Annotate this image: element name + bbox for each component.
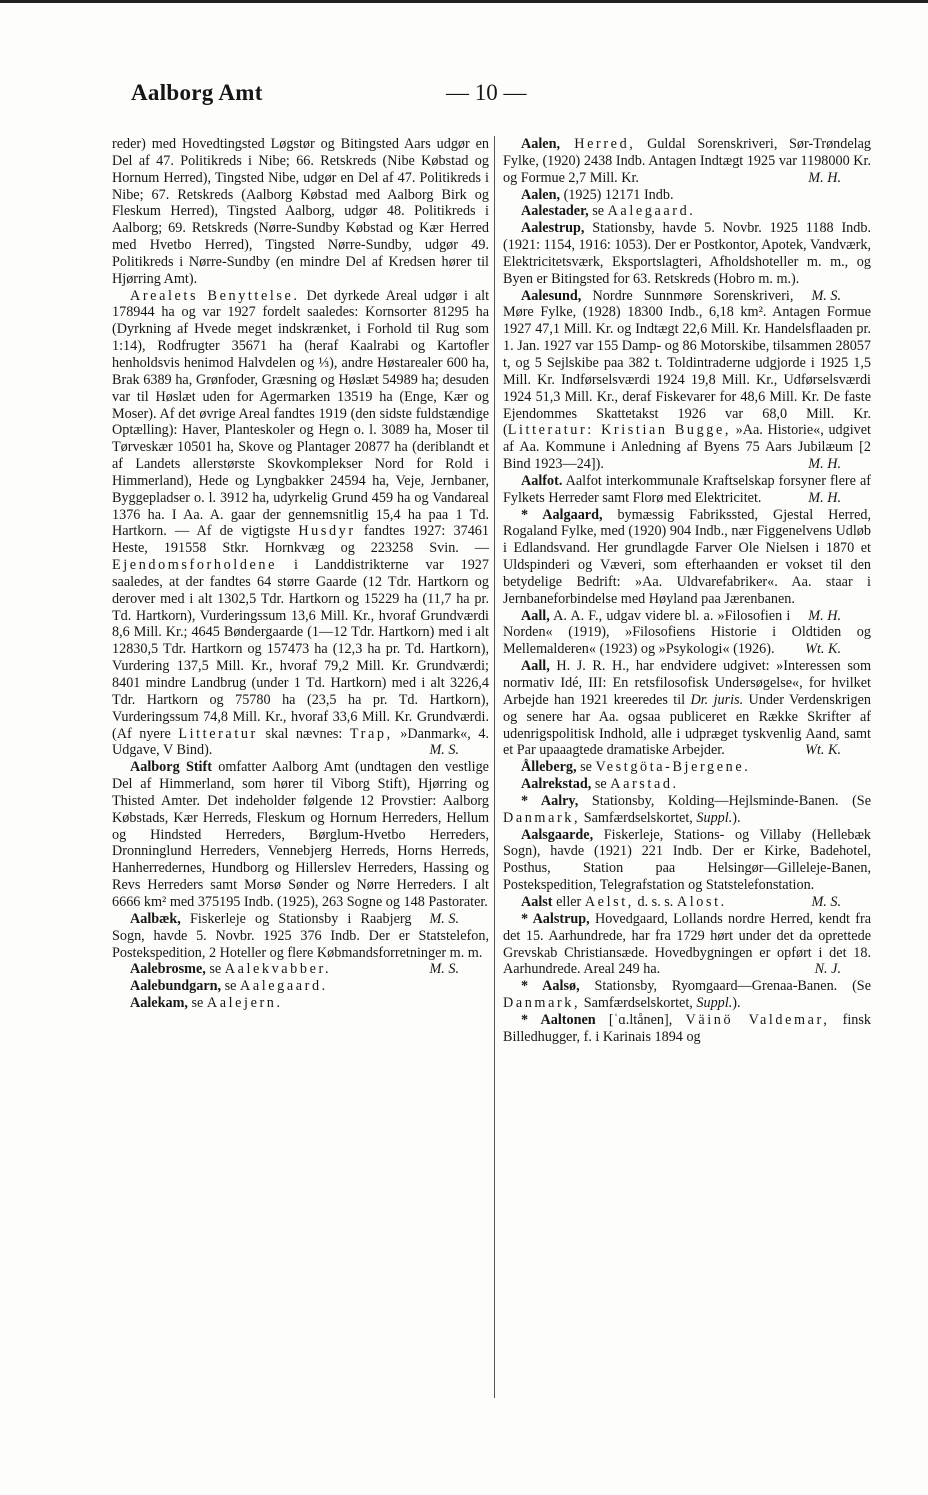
headword: Ålleberg, xyxy=(521,759,577,776)
spaced-term: Husdyr xyxy=(298,523,356,540)
author-signature: M. H. xyxy=(808,607,841,624)
entry-aalebundgarn xyxy=(112,978,489,995)
italic-term: Suppl. xyxy=(696,995,733,1012)
headword: Aalestader, xyxy=(521,203,589,220)
entry-body: Fiskerleje og Stationsby i Raabjerg Sogn, havde 5. Novbr. 1925 376 Indb. Der er Statstelefon, Postekspedition, 2 Hoteller og flere Købmandsforretninger m. m. xyxy=(112,910,489,961)
left-column xyxy=(112,136,489,1012)
entry-body: Nordre Sunnmøre Sorenskriveri, Møre Fylke, (1928) 18300 Indb., 6,18 km². Antagen Formue 1927 47,1 Mill. Kr. og Indtægt 22,6 Mill. Kr. Handelsflaaden pr. 1. Jan. 1927 var 155 Damp- og 86 Motorskibe, tilsammen 28057 t, og 5 Sejlskibe paa 382 t. Toldintraderne udgjorde i 1925 1,5 Mill. Kr. Indførselsværdi 1924 19,8 Mill. Kr., Udførselsværdi 1924 51,3 Mill. Kr., deraf Fiskevarer for 48,6 Mill. Kr. De faste Ejendommes Skattetakst 1926 var 68,0 Mill. Kr. ( xyxy=(503,287,871,439)
headword: Aalekam, xyxy=(130,995,188,1012)
spaced-term: Litteratur xyxy=(178,725,258,742)
headword: * Aalry, xyxy=(521,792,579,809)
see-label: se xyxy=(205,961,225,978)
spaced-term: Väinö Valdemar, xyxy=(685,1011,830,1028)
entry-body: H. J. R. H., har endvidere udgivet: »Interessen som normativ Idé, III: En retsfilosofisk Undersøgelse«, for hvilket Arbejde han 1921 kreeredes til xyxy=(503,658,871,708)
entry-aalestader xyxy=(503,203,871,220)
cross-reference: Aalegaard. xyxy=(607,203,696,220)
right-column xyxy=(503,136,871,1046)
headword: Aalestrup, xyxy=(521,220,585,237)
entry-aalfot xyxy=(503,473,871,507)
italic-term: Suppl. xyxy=(696,809,733,826)
pronunciation: [ˈɑ.ltånen], xyxy=(595,1011,686,1028)
headword: * Aalstrup, xyxy=(521,910,590,927)
cross-reference: Danmark, xyxy=(503,809,581,826)
spaced-term: Trap, xyxy=(349,725,393,742)
see-label: se xyxy=(591,776,611,793)
author-signature: M. S. xyxy=(811,893,841,910)
author-signature: Wt. K. xyxy=(805,641,841,658)
see-label: se xyxy=(221,978,240,995)
entry-body: finsk Billedhugger, f. i Karinais 1894 og xyxy=(503,1011,871,1045)
headword: Aalst xyxy=(521,893,553,910)
entry-aall-hjrh xyxy=(503,658,871,759)
entry-body: Under Verdenskrigen og senere har Aa. ogsaa publiceret en Række Skrifter af udenrigspolitisk Indhold, alle i udpræget tyskvenlig Aand, samt et Par upaaagtede dramatiske Arbejder. xyxy=(503,691,871,759)
column-divider xyxy=(494,136,495,1398)
see-label: se xyxy=(588,203,608,220)
headword: Aalfot. xyxy=(521,472,563,489)
entry-body: Stationsby, Ryomgaard—Grenaa-Banen. (Se xyxy=(579,978,871,995)
entry-body: (1925) 12171 Indb. xyxy=(560,186,674,203)
headword: Aalsgaarde, xyxy=(521,826,594,843)
entry-aalstrup xyxy=(503,911,871,978)
text-run: skal nævnes: xyxy=(257,725,350,742)
spaced-term: Ejendomsforholdene xyxy=(112,557,277,574)
entry-body: Hovedgaard, Lollands nordre Herred, kendt fra det 15. Aarhundrede, har fra 1729 hørt under det da oprettede Grevskab Christiansæde. Hovedbygningen er opført i det 18. Aarhundrede. Areal 249 ha. xyxy=(503,910,871,978)
entry-body: Samfærdselskortet, xyxy=(580,995,697,1012)
page-header xyxy=(0,80,928,112)
entry-alleberg xyxy=(503,759,871,776)
text-run: Det dyrkede Areal udgør i alt 178944 ha og var 1927 fordelt saaledes: Kornsorter 81295 ha (Dyrkning af Hvede meget indskrænket, i Forhold til Rug som 1:14), Rodfrugter 35671 ha (heraf Kaalrabi og Kartofler henholdsvis henimod Halvdelen og ⅓), andre Høstarealer 600 ha, Brak 6389 ha, Grønfoder, Græsning og Høslæt 54989 ha; desuden var til Høslæt uden for Agermarken 13519 ha (Enge, Kær og Moser). Af det øvrige Areal fandtes 1919 (den sidste fuldstændige Optælling): Haver, Planteskoler og Hegn o. l. 3089 ha, Moser til Tørveskær 10501 ha, Skove og Plantager 20877 ha (deriblandt et af Landets allerstørste Skovkomplekser Nord for Rold i Himmerland), Hede og Lyngbakker 24594 ha, Veje, Jernbaner, Byggepladser o. l. 3912 ha, udyrkelig Grund 459 ha og Vandareal 1376 ha. I Aa. A. gaar der gennemsnitlig 15,4 ha paa 1 Td. Hartkorn. — Af de vigtigste xyxy=(112,287,490,540)
cross-reference: Alost. xyxy=(676,893,727,910)
cross-reference: Aelst, xyxy=(584,893,634,910)
entry-aalen-town xyxy=(503,187,871,204)
cross-reference: Vestgöta-Bjergene. xyxy=(595,759,751,776)
cross-reference: Aalekvabber. xyxy=(224,961,332,978)
entry-aalso xyxy=(503,978,871,1012)
cross-reference: Aalejern. xyxy=(206,995,283,1012)
headword: Aalborg Stift xyxy=(130,759,212,776)
text-run: »Danmark«, 4. Udgave, V Bind). xyxy=(112,725,490,759)
entry-body: Fiskerleje, Stations- og Villaby (Hellebæk Sogn), havde (1921) 221 Indb. Der er Kirke, Badehotel, Posthus, Station paa Helsingør—Gilleleje-Banen, Postekspedition, Telegrafstation og Statstelefonstation. xyxy=(503,826,871,894)
headword: Aalesund, xyxy=(521,287,582,304)
entry-body: ). xyxy=(732,809,741,826)
text-run: i Landdistrikterne var 1927 saaledes, at der fandtes 64 større Gaarde (12 Tdr. Hartkorn og derover med i alt 1302,5 Tdr. Hartkorn og 15229 ha (11,7 ha pr. Td. Hartkorn), Vurderingssum 13,6 Mill. Kr., hvoraf Grundværdi 8,6 Mill. Kr.; 4645 Bøndergaarde (1—12 Tdr. Hartkorn) med i alt 12830,5 Tdr. Hartkorn og 157473 ha (12,3 ha pr. Td. Hartkorn), Vurdering 137,5 Mill. Kr., hvoraf 79,2 Mill. Kr. Grundværdi; 8401 mindre Landbrug (under 1 Td. Hartkorn) med i alt 3226,4 Tdr. Hartkorn og 75780 ha (23,5 ha pr. Td. Hartkorn), Vurderingssum 74,8 Mill. Kr., hvoraf 33,6 Mill. Kr. Grundværdi. (Af nyere xyxy=(112,557,489,742)
entry-body: omfatter Aalborg Amt (undtagen den vestlige Del af Himmerland, som hører til Viborg Stift), Hjørring og Thisted Amter. Det indeholder følgende 12 Provstier: Aalborg Købstads, Kær Herreds, Fleskum og Hornum Herreders, Hellum og Hindsted Herreders, Børglum-Hvetbo Herreders, Dronninglund Herreders, Vennebjerg Herreds, Horns Herreds, Hanherredernes, Hundborg og Hillerslev Herreders, Hassing og Revs Herreders samt Morsø Sønder og Nørre Herreders. I alt 6666 km² med 375195 Indb. (1925), 263 Sogne og 148 Pastorater. xyxy=(112,759,489,910)
entry-body: Stationsby, havde 5. Novbr. 1925 1188 Indb. (1921: 1154, 1916: 1053). Der er Postkontor, Apotek, Vandværk, Elektricitetsværk, Eksportslagteri, Afholdshoteller m. m., og Byen er Bitingsted for 63. Retskreds (Hobro m. m.). xyxy=(503,220,871,287)
headword: * Aalsø, xyxy=(521,978,580,995)
spaced-term: Litteratur: Kristian Bugge, xyxy=(507,422,732,439)
headword: Aall, xyxy=(521,607,550,624)
spaced-term: Herred, xyxy=(560,136,636,152)
entry-body: A. A. F., udgav videre bl. a. »Filosofien i Norden« (1919), »Filosofiens Historie i Oldtiden og Mellemalderen« (1923) og »Psykologi« (1926). xyxy=(503,607,871,658)
running-title: Aalborg Amt xyxy=(131,80,263,105)
entry-body: d. s. s. xyxy=(633,893,677,910)
author-signature: M. H. xyxy=(808,489,841,506)
author-signature: M. H. xyxy=(808,456,841,473)
entry-aalekam xyxy=(112,995,489,1012)
entry-aalrekstad xyxy=(503,776,871,793)
entry-body: »Aa. Historie«, udgivet af Aa. Kommune i Anledning af Byens 75 Aars Jubilæum [2 Bind 1923—24]). xyxy=(503,422,871,473)
paragraph-arealets-benyttelse xyxy=(112,288,489,760)
page-number: — 10 — xyxy=(446,80,527,105)
headword: Aalrekstad, xyxy=(521,776,592,793)
entry-body: Aalfot interkommunale Kraftselskap forsyner flere af Fylkets Herreder samt Florø med Elektricitet. xyxy=(503,472,871,506)
headword: Aalebrosme, xyxy=(130,961,206,978)
entry-aaltonen xyxy=(503,1012,871,1046)
cross-reference: Aalegaard. xyxy=(239,978,328,995)
author-signature: M. S. xyxy=(811,287,841,304)
top-edge-rule xyxy=(0,0,928,3)
paragraph-retskredse: reder) med Hovedtingsted Løgstør og Bitingsted Aars udgør en Del af 47. Politikreds i Nibe; 66. Retskreds (Nibe Købstad og Hornum Herred), Tingsted Nibe, udgør en Del af 47. Politikreds i Nibe; 67. Retskreds (Aalborg Købstad med Aalborg Birk og Fleskum Herred), Tingsted Aalborg, udgør 48. Politikreds i Aalborg; 69. Retskreds (Nørre-Sundby Købstad og Kær Herred med Hvetbo Herred), Tingsted Nørre-Sundby, udgør 49. Politikreds i Nørre-Sundby (en mindre Del af Kredsen hører til Hjørring Amt). xyxy=(112,136,489,287)
author-signature: M. S. xyxy=(429,742,459,759)
entry-body: Guldal Sorenskriveri, Sør-Trøndelag Fylke, (1920) 2438 Indb. Antagen Indtægt 1925 var 1198000 Kr. og Formue 2,7 Mill. Kr. xyxy=(503,136,871,186)
cross-reference: Danmark, xyxy=(503,995,581,1012)
entry-aalry xyxy=(503,793,871,827)
author-signature: M. S. xyxy=(429,961,459,978)
author-signature: M. H. xyxy=(808,169,841,186)
entry-body: ). xyxy=(732,995,741,1012)
entry-body: Stationsby, Kolding—Hejlsminde-Banen. (Se xyxy=(578,792,871,809)
entry-body: Samfærdselskortet, xyxy=(580,809,697,826)
text-run: fandtes 1927: 37461 Heste, 191558 Stkr. Hornkvæg og 223258 Svin. — xyxy=(112,523,489,557)
headword: Aalen, xyxy=(521,136,561,152)
author-signature: M. S. xyxy=(429,910,459,927)
see-label: se xyxy=(576,759,596,776)
headword: Aalebundgarn, xyxy=(130,978,222,995)
author-signature: N. J. xyxy=(814,961,841,978)
spaced-heading: Arealets Benyttelse. xyxy=(130,287,300,304)
headword: Aalen, xyxy=(521,186,561,203)
headword: Aalbæk, xyxy=(130,910,181,927)
headword: * Aalgaard, xyxy=(521,506,603,523)
author-signature: Wt. K. xyxy=(805,742,841,759)
headword: Aall, xyxy=(521,658,550,675)
entry-body: eller xyxy=(552,893,585,910)
headword: * Aaltonen xyxy=(521,1011,596,1028)
see-label: se xyxy=(187,995,207,1012)
entry-body: bymæssig Fabrikssted, Gjestal Herred, Rogaland Fylke, med (1920) 904 Indb., nær Figgenelvens Udløb i Edlandsvand. Her grundlagde Farver Ole Nielsen i 1870 et Uldspinderi og Væveri, som efterhaanden er vokset til den betydelige Bedrift: »Aa. Uldvarefabriker«. Aa. staar i Jernbaneforbindelse med Høyland paa Jærenbanen. xyxy=(503,506,872,607)
entry-aalen-herred xyxy=(503,136,871,187)
cross-reference: Aarstad. xyxy=(610,776,679,793)
italic-term: Dr. juris. xyxy=(690,691,744,708)
entry-aalesund xyxy=(503,288,871,473)
